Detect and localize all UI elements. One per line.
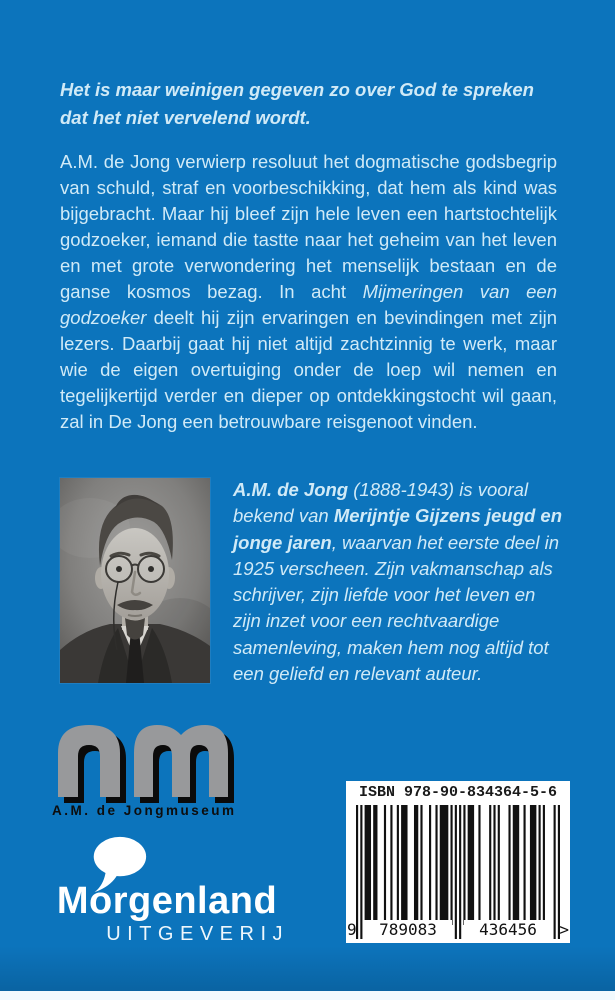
barcode-trailer: > bbox=[559, 920, 569, 939]
author-portrait-illustration bbox=[60, 478, 210, 683]
museum-label: A.M. de Jongmuseum bbox=[52, 803, 237, 818]
book-title-italic: Mijmeringen van een godzoeker bbox=[60, 281, 557, 328]
museum-logo bbox=[52, 725, 258, 818]
blurb-part-1: A.M. de Jong verwierp resoluut het dogmatische godsbegrip van schuld, straf en voorbeschikking, dat hem als kind was bijgebracht. Maar hij bleef zijn hele leven een hartstochtelijk godzoeker, iemand die tastte naar het geheim van het leven en met grote verwondering het menselijk bestaan en de ganse kosmos bezag. In acht bbox=[60, 151, 557, 302]
bottom-edge bbox=[0, 991, 615, 1000]
author-photo bbox=[60, 478, 210, 683]
barcode-bars-icon bbox=[356, 805, 560, 939]
barcode-digits-left: 789083 bbox=[364, 920, 452, 940]
author-name-bold: A.M. de Jong bbox=[233, 479, 349, 500]
publisher-name: Morgenland bbox=[56, 880, 278, 922]
barcode-digits-right: 436456 bbox=[464, 920, 552, 940]
barcode-panel bbox=[346, 781, 570, 943]
museum-monogram-icon bbox=[58, 725, 234, 803]
bio-part-2: , waarvan het eerste deel in 1925 verscheen. Zijn vakmanschap als schrijver, zijn liefde voor het leven en zijn inzet voor een rechtvaardige samenleving, maken hem nog altijd tot een geliefd en relevant auteur. bbox=[233, 531, 559, 685]
bottom-shadow bbox=[0, 946, 615, 991]
bio-text bbox=[233, 477, 563, 687]
bio-part-1: (1888-1943) is vooral bekend van bbox=[233, 479, 529, 527]
quote-text: Het is maar weinigen gegeven zo over God te spreken dat het niet vervelend wordt. bbox=[60, 79, 534, 128]
publisher-subtitle: UITGEVERIJ bbox=[106, 923, 289, 945]
barcode-digit-system: 9 bbox=[347, 920, 357, 939]
isbn-label: ISBN 978-90-834364-5-6 bbox=[358, 784, 558, 801]
blurb-part-2: deelt hij zijn ervaringen en bevindingen met zijn lezers. Daarbij gaat hij niet altijd zachtzinnig te werk, maar wie de eigen overtuiging onder de loep wil nemen en tegelijkertijd verder en dieper op ontdekkingstocht wil gaan, zal in De Jong een betrouwbare reisgenoot vinden. bbox=[60, 307, 557, 432]
work-title-bold: Merijntje Gijzens jeugd en jonge jaren bbox=[233, 505, 563, 553]
blurb-text bbox=[60, 149, 557, 435]
